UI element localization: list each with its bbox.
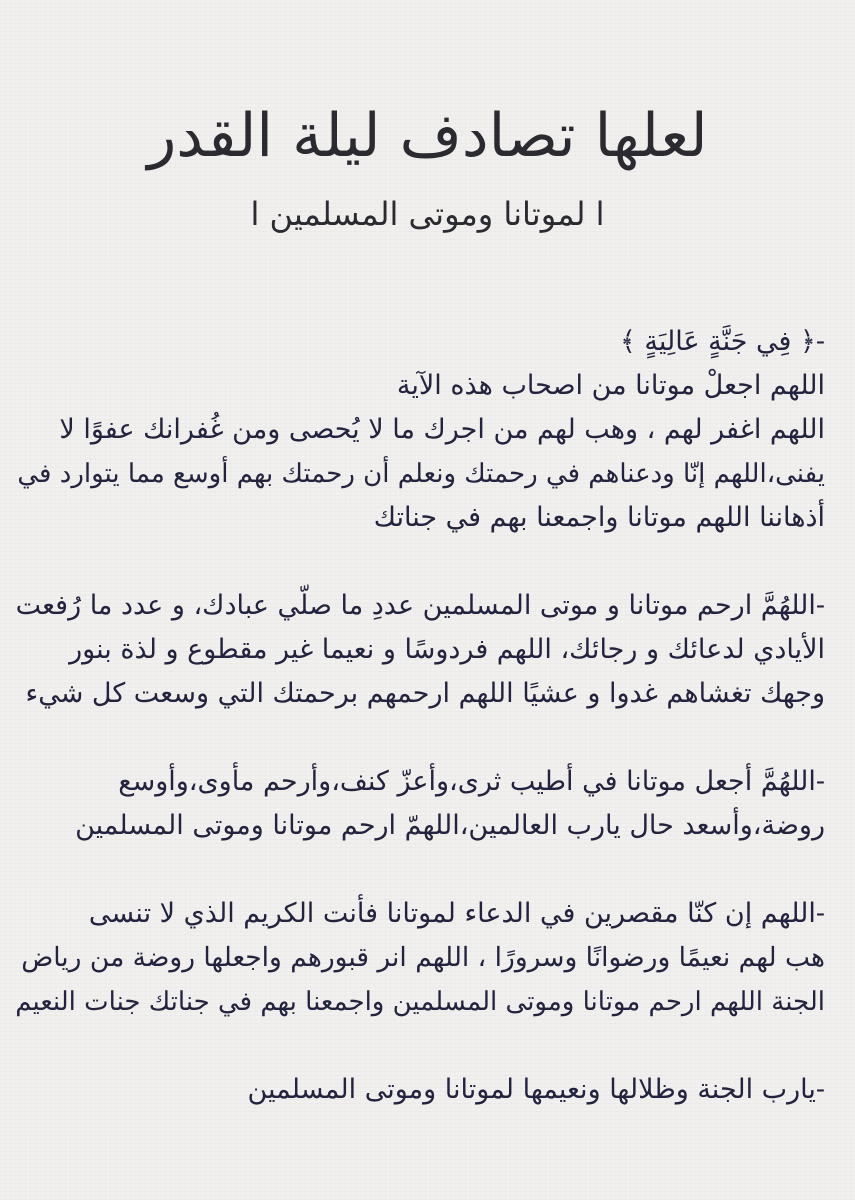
paragraph-gap [15,540,825,584]
page-subtitle: ا لموتانا وموتى المسلمين ا [250,195,605,233]
text-line: روضة،وأسعد حال يارب العالمين،اللهمّ ارحم موتانا وموتى المسلمين [75,810,825,841]
text-line: الأيادي لدعائك و رجائك، اللهم فردوسًا و نعيما غير مقطوع و لذة بنور [69,634,825,665]
supplication-text [15,320,825,1112]
text-line: هب لهم نعيمًا ورضوانًا وسرورًا ، اللهم انر قبورهم واجعلها روضة من رياض [21,942,825,973]
text-line: -اللهُمَّ أجعل موتانا في أطيب ثرى،وأعزّ كنف،وأرحم مأوى،وأوسع [118,766,825,797]
paragraph-gap [15,716,825,760]
text-line: -اللهُمَّ ارحم موتانا و موتى المسلمين عددِ ما صلّي عبادك، و عدد ما رُفعت [15,590,825,621]
text-line: يفنى،اللهم إنّا ودعناهم في رحمتك ونعلم أن رحمتك بهم أوسع مما يتوارد في [17,459,825,489]
text-line: -اللهم إن كنّا مقصرين في الدعاء لموتانا فأنت الكريم الذي لا تنسى [88,898,825,929]
text-line: اللهم اغفر لهم ، وهب لهم من اجرك ما لا يُحصى ومن غُفرانك عفوًا لا [59,414,825,445]
text-line: الجنة اللهم ارحم موتانا وموتى المسلمين واجمعنا بهم في جناتك جنات النعيم [15,987,825,1017]
page-title: لعلها تصادف ليلة القدر [147,101,708,171]
text-line: أذهاننا اللهم موتانا واجمعنا بهم في جناتك [373,502,825,533]
text-line: اللهم اجعلْ موتانا من اصحاب هذه الآية [396,370,825,401]
text-line: -يارب الجنة وظلالها ونعيمها لموتانا وموتى المسلمين [247,1074,825,1105]
paragraph-gap [15,848,825,892]
text-line: -﴿ فِي جَنَّةٍ عَالِيَةٍ ﴾ [619,326,825,357]
text-line: وجهك تغشاهم غدوا و عشيًا اللهم ارحمهم برحمتك التي وسعت كل شيء [25,678,825,709]
paragraph-gap [15,1024,825,1068]
